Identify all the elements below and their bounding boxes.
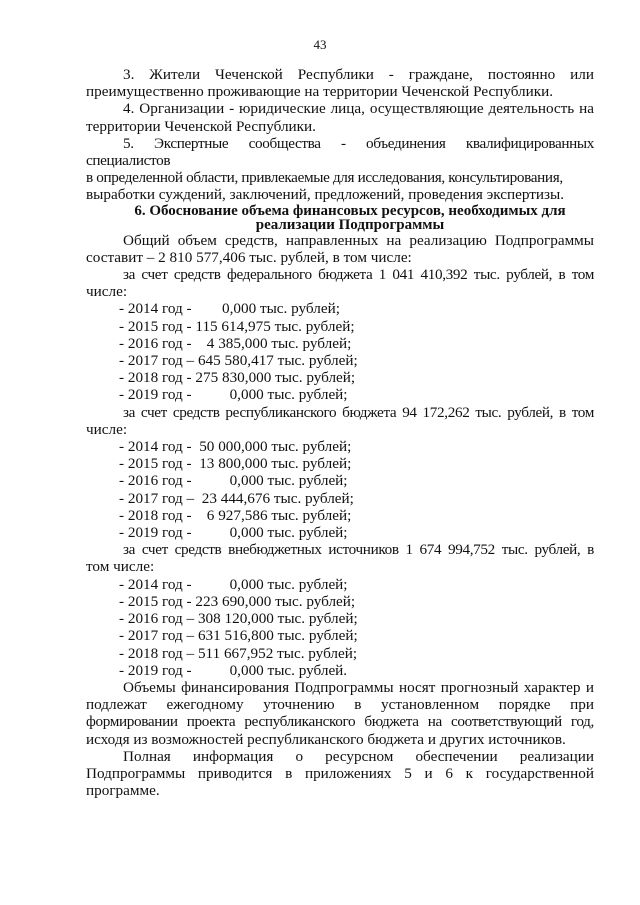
item-5-line-2: в определенной области, привлекаемые для исследования, консультирования, [86,169,563,187]
total-line-2: составит – 2 810 577,406 тыс. рублей, в том числе: [86,248,412,266]
item-4-line-2: территории Чеченской Республики. [86,117,316,135]
extrabudget-row-2019: - 2019 год - 0,000 тыс. рублей. [119,661,348,679]
item-5-line-1: 5. Экспертные сообщества - объединения квалифицированных специалистов [86,134,594,170]
federal-row-2019: - 2019 год - 0,000 тыс. рублей; [119,386,348,404]
item-3-line-2: преимущественно проживающие на территории Чеченской Республики. [86,83,554,101]
federal-row-2017: - 2017 год – 645 580,417 тыс. рублей; [119,352,358,370]
extrabudget-row-2018: - 2018 год – 511 667,952 тыс. рублей; [119,644,358,662]
extrabudget-row-2017: - 2017 год – 631 516,800 тыс. рублей; [119,627,358,645]
total-line-1: Общий объем средств, направленных на реализацию Подпрограммы [123,231,594,249]
republic-row-2014: - 2014 год - 50 000,000 тыс. рублей; [119,438,352,456]
federal-row-2018: - 2018 год - 275 830,000 тыс. рублей; [119,369,356,387]
page-number: 43 [313,37,327,52]
federal-row-2016: - 2016 год - 4 385,000 тыс. рублей; [119,334,352,352]
section-heading-line-1: 6. Обоснование объема финансовых ресурсов, необходимых для [134,202,566,219]
republic-row-2015: - 2015 год - 13 800,000 тыс. рублей; [119,455,352,473]
full-info-line-2: Подпрограммы приводится в приложениях 5 и 6 к государственной [86,764,594,782]
full-info-line-3: программе. [86,782,160,800]
extrabudget-intro-line-2: том числе: [86,558,155,576]
section-heading-line-2: реализации Подпрограммы [255,216,445,233]
republic-row-2017: - 2017 год – 23 444,676 тыс. рублей; [119,489,354,507]
federal-row-2015: - 2015 год - 115 614,975 тыс. рублей; [119,317,355,335]
republic-row-2018: - 2018 год - 6 927,586 тыс. рублей; [119,506,352,524]
extrabudget-row-2016: - 2016 год – 308 120,000 тыс. рублей; [119,610,358,628]
extrabudget-row-2014: - 2014 год - 0,000 тыс. рублей; [119,575,348,593]
document-body [86,66,594,799]
item-3-line-1: 3. Жители Чеченской Республики - граждане, постоянно или [123,66,594,83]
republic-intro-line-1: за счет средств республиканского бюджета 94 172,262 тыс. рублей, в том [123,403,594,421]
volumes-line-4: исходя из возможностей республиканского бюджета и других источников. [86,730,566,748]
volumes-line-3: формировании проекта республиканского бюджета на соответствующий год, [86,713,594,731]
full-info-line-1: Полная информация о ресурсном обеспечении реализации [123,747,594,765]
extrabudget-intro-line-1: за счет средств внебюджетных источников 1 674 994,752 тыс. рублей, в [123,541,594,559]
extrabudget-row-2015: - 2015 год - 223 690,000 тыс. рублей; [119,592,356,610]
federal-intro-line-1: за счет средств федерального бюджета 1 041 410,392 тыс. рублей, в том [123,266,594,284]
federal-intro-line-2: числе: [86,283,128,301]
volumes-line-2: подлежат ежегодному уточнению в установленном порядке при [86,696,594,714]
republic-row-2016: - 2016 год - 0,000 тыс. рублей; [119,472,348,490]
republic-row-2019: - 2019 год - 0,000 тыс. рублей; [119,524,348,542]
federal-row-2014: - 2014 год - 0,000 тыс. рублей; [119,300,340,318]
volumes-line-1: Объемы финансирования Подпрограммы носят прогнозный характер и [123,678,594,696]
item-5-line-3: выработки суждений, заключений, предложений, проведения экспертизы. [86,186,564,204]
item-4-line-1: 4. Организации - юридические лица, осуществляющие деятельность на [123,100,594,118]
republic-intro-line-2: числе: [86,420,128,438]
